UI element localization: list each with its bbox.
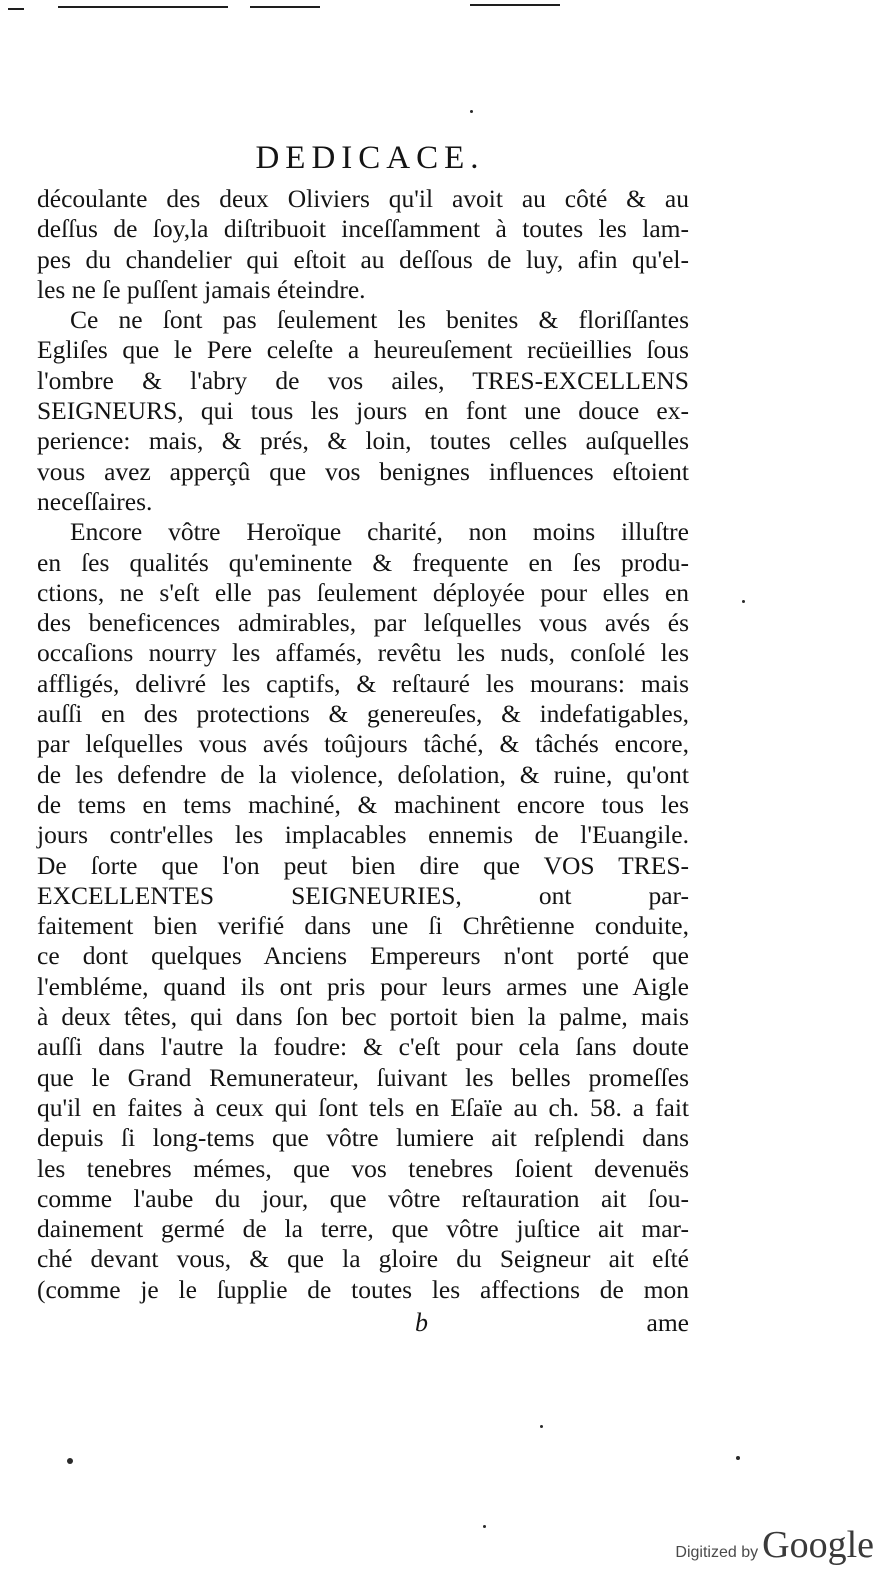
text-line: Ce ne ſont pas ſeulement les benites & floriſſantes [70, 305, 689, 335]
digitized-watermark [675, 1523, 874, 1567]
text-line: occaſions nourry les affamés, revêtu les nuds, conſolé les [37, 638, 689, 668]
ink-speck [483, 1525, 486, 1528]
text-line: auſſi dans l'autre la foudre: & c'eſt pour cela ſans doute [37, 1032, 689, 1062]
page-heading: DEDICACE. [255, 140, 485, 176]
text-line: vous avez apperçû que vos benignes influences eſtoient [37, 456, 689, 486]
digitized-by-label: Digitized by [675, 1544, 759, 1561]
text-line: à deux têtes, qui dans ſon bec portoit bien la palme, mais [37, 1002, 689, 1032]
ink-speck [470, 110, 473, 113]
text-line: EXCELLENTES SEIGNEURIES, ont par- [37, 880, 689, 910]
ink-speck [742, 600, 745, 603]
corner-mark [8, 8, 24, 10]
text-line: dainement germé de la terre, que vôtre juſtice ait mar- [37, 1214, 689, 1244]
text-line: De ſorte que l'on peut bien dire que VOS TRES- [37, 850, 689, 880]
signature-mark: b [415, 1308, 428, 1337]
top-rule-left [58, 6, 228, 8]
text-line: ctions, ne s'eſt elle pas ſeulement déployée pour elles en [37, 577, 689, 607]
text-line: affligés, delivré les captifs, & reſtauré les mourans: mais [37, 668, 689, 698]
text-line: ché devant vous, & que la gloire du Seigneur ait eſté [37, 1244, 689, 1274]
ink-speck [540, 1425, 543, 1428]
catchword: ame [646, 1308, 689, 1337]
top-rule-mid [250, 6, 320, 8]
google-logo: Google [762, 1524, 874, 1566]
text-line: auſſi en des protections & genereuſes, & indefatigables, [37, 699, 689, 729]
text-line: de les defendre de la violence, deſolation, & ruine, qu'ont [37, 759, 689, 789]
text-line: par leſquelles vous avés toûjours tâché, & tâchés encore, [37, 729, 689, 759]
text-line: l'ombre & l'abry de vos ailes, TRES-EXCELLENS [37, 365, 689, 395]
text-line: pes du chandelier qui eſtoit au deſſous de luy, afin qu'el- [37, 244, 689, 274]
text-line: deſſus de ſoy,la diſtribuoit inceſſamment à toutes les lam- [37, 214, 689, 244]
text-line: Encore vôtre Heroïque charité, non moins illuſtre [70, 517, 689, 547]
text-line: en ſes qualités qu'eminente & frequente en ſes produ- [37, 547, 689, 577]
text-line: ce dont quelques Anciens Empereurs n'ont porté que [37, 941, 689, 971]
ink-speck [67, 1458, 73, 1464]
dedication-text [37, 184, 689, 1305]
text-line: l'embléme, quand ils ont pris pour leurs armes une Aigle [37, 971, 689, 1001]
text-line: que le Grand Remunerateur, ſuivant les belles promeſſes [37, 1062, 689, 1092]
top-rule-right [470, 4, 560, 6]
text-line: qu'il en faites à ceux qui ſont tels en Eſaïe au ch. 58. a fait [37, 1092, 689, 1122]
text-line: SEIGNEURS, qui tous les jours en font une douce ex- [37, 396, 689, 426]
text-line: de tems en tems machiné, & machinent encore tous les [37, 789, 689, 819]
text-line: comme l'aube du jour, que vôtre reſtauration ait ſou- [37, 1183, 689, 1213]
text-line: découlante des deux Oliviers qu'il avoit au côté & au [37, 184, 689, 213]
text-line: les tenebres mémes, que vos tenebres ſoient devenuës [37, 1153, 689, 1183]
text-line: Egliſes que le Pere celeſte a heureuſement recüeillies ſous [37, 335, 689, 365]
text-line: perience: mais, & prés, & loin, toutes celles auſquelles [37, 426, 689, 456]
text-line: (comme je le ſupplie de toutes les affections de mon [37, 1274, 689, 1304]
text-line: faitement bien verifié dans une ſi Chrêtienne conduite, [37, 911, 689, 941]
text-line: les ne ſe puſſent jamais éteindre. [37, 274, 366, 304]
text-line: depuis ſi long-tems que vôtre lumiere ait reſplendi dans [37, 1123, 689, 1153]
text-line: neceſſaires. [37, 486, 153, 516]
text-line: des beneficences admirables, par leſquelles vous avés és [37, 608, 689, 638]
text-line: jours contr'elles les implacables ennemis de l'Euangile. [37, 820, 689, 850]
ink-speck [736, 1456, 740, 1460]
